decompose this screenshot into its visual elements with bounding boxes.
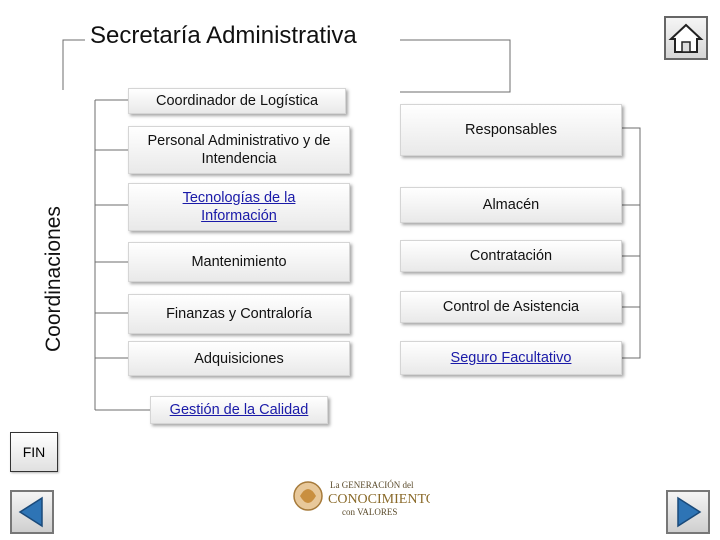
- home-button[interactable]: [664, 16, 708, 60]
- coordinaciones-label: Coordinaciones: [42, 206, 65, 352]
- box-mantenimiento: [128, 242, 350, 282]
- fin-label: FIN: [22, 444, 46, 460]
- triangle-right-icon: [668, 492, 708, 532]
- box-responsables: [400, 104, 622, 156]
- forward-button[interactable]: [666, 490, 710, 534]
- box-label: Mantenimiento: [191, 254, 287, 270]
- generacion-conocimiento-logo: [290, 474, 430, 518]
- box-label: Almacén: [482, 197, 540, 213]
- link-gestion-calidad[interactable]: Gestión de la Calidad: [169, 402, 309, 418]
- logo-line1: La GENERACIÓN del: [330, 480, 414, 490]
- link-tecnologias-informacion[interactable]: Tecnologías de la Información: [182, 190, 296, 224]
- box-contratacion: [400, 240, 622, 272]
- box-finanzas-contraloria: [128, 294, 350, 334]
- logo-line3: con VALORES: [342, 507, 398, 517]
- box-adquisiciones: [128, 341, 350, 376]
- box-personal-administrativo: [128, 126, 350, 174]
- box-label: Contratación: [469, 248, 553, 264]
- box-label: Personal Administrativo y de Intendencia: [147, 133, 331, 167]
- home-icon: [666, 18, 706, 58]
- box-gestion-calidad[interactable]: [150, 396, 328, 424]
- box-label: Control de Asistencia: [442, 299, 580, 315]
- box-tecnologias-informacion[interactable]: [128, 183, 350, 231]
- box-coordinador-logistica: [128, 88, 346, 114]
- box-label: Finanzas y Contraloría: [166, 306, 312, 322]
- box-control-asistencia: [400, 291, 622, 323]
- triangle-left-icon: [12, 492, 52, 532]
- box-almacen: [400, 187, 622, 223]
- box-label: Adquisiciones: [194, 350, 284, 367]
- box-label: Coordinador de Logística: [155, 93, 319, 109]
- box-seguro-facultativo[interactable]: [400, 341, 622, 375]
- fin-button[interactable]: [10, 432, 58, 472]
- box-label: Responsables: [465, 122, 557, 138]
- page-title: Secretaría Administrativa: [90, 22, 357, 49]
- back-button[interactable]: [10, 490, 54, 534]
- link-seguro-facultativo[interactable]: Seguro Facultativo: [450, 350, 572, 366]
- logo-line2: CONOCIMIENTO: [328, 492, 430, 507]
